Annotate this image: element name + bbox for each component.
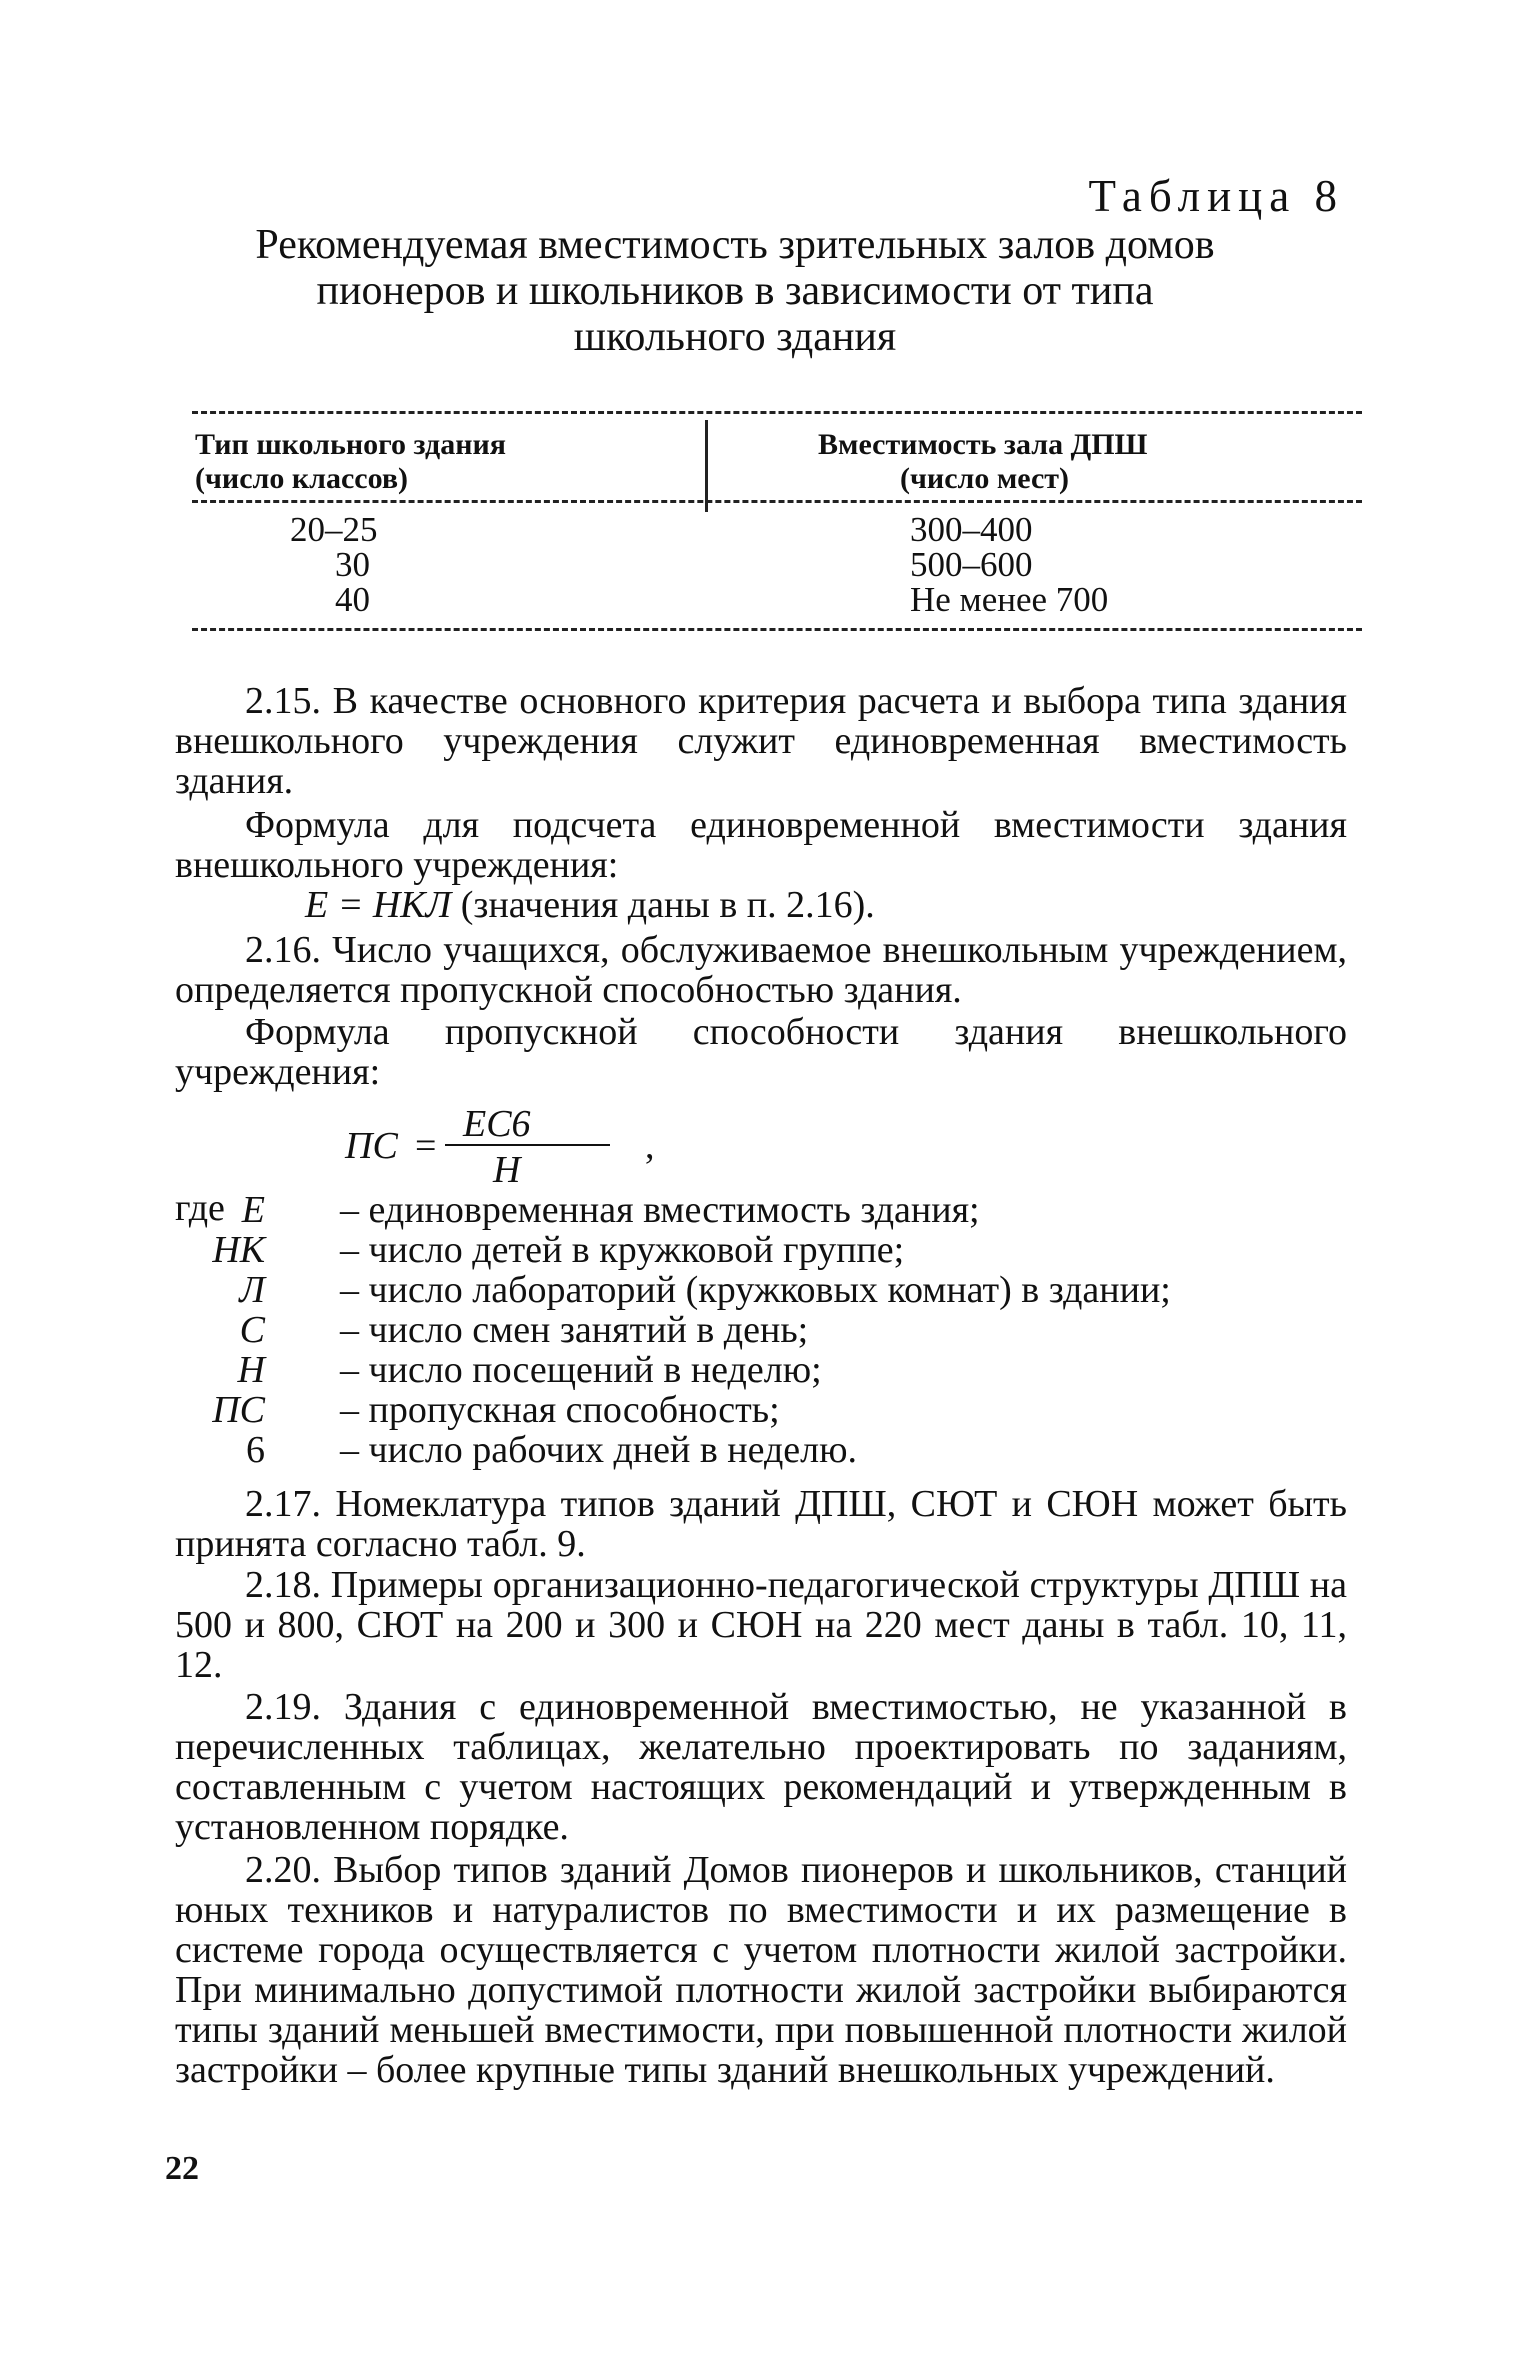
- paragraph-2-19: 2.19. Здания с единовременной вместимостью, не указанной в перечисленных таблицах, желательно проектировать по заданиям, составленным с учетом настоящих рекомендаций и утвержденным в установленном порядке.: [175, 1686, 1347, 1848]
- legend-text: – число лабораторий (кружковых комнат) в здании;: [340, 1269, 1171, 1311]
- paragraph-2-20: 2.20. Выбор типов зданий Домов пионеров и школьников, станций юных техников и натуралистов по вместимости и их размещение в системе города осуществляется с учетом плотности жилой застройки. При минимально допустимой плотности жилой застройки выбираются типы зданий меньшей вместимости, при повышенной плотности жилой застройки – более крупные типы зданий внешкольных учреждений.: [175, 1849, 1347, 2091]
- table-number: Таблица 8: [1088, 171, 1344, 221]
- formula-2-tail: ,: [645, 1125, 655, 1167]
- formula-2-eq: =: [415, 1125, 437, 1167]
- legend-symbol: Л: [239, 1269, 265, 1311]
- header-hall-capacity: Вместимость зала ДПШ: [818, 428, 1148, 461]
- legend-text: – число рабочих дней в неделю.: [340, 1429, 858, 1471]
- table-cell-classes: 30: [335, 545, 370, 584]
- table-header-rule: [192, 500, 1362, 503]
- legend-where: где: [175, 1187, 225, 1229]
- formula-1: [305, 885, 875, 925]
- page-number: 22: [165, 2150, 199, 2187]
- formula-1-intro: Формула для подсчета единовременной вместимости здания внешкольного учреждения:: [175, 804, 1347, 886]
- legend-text: – число смен занятий в день;: [340, 1309, 809, 1351]
- formula-1-expression: E = НКЛ: [305, 884, 452, 926]
- legend-text: – число посещений в неделю;: [340, 1349, 822, 1391]
- legend-symbol: НК: [212, 1229, 265, 1271]
- paragraph-2-16: 2.16. Число учащихся, обслуживаемое внешкольным учреждением, определяется пропускной способностью здания.: [175, 929, 1347, 1011]
- table-bottom-rule: [192, 628, 1362, 631]
- header-school-type: Тип школьного здания: [195, 428, 507, 461]
- paragraph-2-15: 2.15. В качестве основного критерия расчета и выбора типа здания внешкольного учреждения служит единовременная вместимость здания.: [175, 680, 1347, 802]
- fraction-bar: [445, 1144, 610, 1146]
- paragraph-2-17: 2.17. Номеклатура типов зданий ДПШ, СЮТ и СЮН может быть принята согласно табл. 9.: [175, 1483, 1347, 1565]
- table-cell-classes: 20–25: [290, 510, 378, 549]
- legend-symbol: ПС: [212, 1389, 265, 1431]
- formula-2-denominator: H: [493, 1149, 521, 1191]
- formula-2-numerator: EC6: [463, 1103, 531, 1145]
- table-cell-seats: 500–600: [910, 545, 1033, 584]
- table-top-rule: [192, 411, 1362, 414]
- legend-text: – число детей в кружковой группе;: [340, 1229, 905, 1271]
- table-column-divider: [705, 420, 708, 512]
- formula-2-lhs: ПС: [345, 1125, 398, 1167]
- header-hall-capacity-sub: (число мест): [900, 462, 1069, 495]
- paragraph-2-18: 2.18. Примеры организационно-педагогической структуры ДПШ на 500 и 800, СЮТ на 200 и 300 и СЮН на 220 мест даны в табл. 10, 11, 12.: [175, 1564, 1347, 1686]
- table-caption-line-2: пионеров и школьников в зависимости от типа: [316, 268, 1154, 314]
- table-cell-classes: 40: [335, 580, 370, 619]
- legend-symbol: E: [241, 1189, 265, 1231]
- formula-1-note: (значения даны в п. 2.16).: [460, 884, 875, 926]
- legend-symbol: С: [239, 1309, 265, 1351]
- legend-text: – пропускная способность;: [340, 1389, 780, 1431]
- table-cell-seats: 300–400: [910, 510, 1033, 549]
- table-caption-line-1: Рекомендуемая вместимость зрительных залов домов: [255, 222, 1215, 268]
- formula-2-intro: Формула пропускной способности здания внешкольного учреждения:: [175, 1011, 1347, 1093]
- header-school-type-sub: (число классов): [195, 462, 409, 495]
- table-cell-seats: Не менее 700: [910, 580, 1109, 619]
- legend-symbol: Н: [237, 1349, 265, 1391]
- legend-text: – единовременная вместимость здания;: [340, 1189, 980, 1231]
- table-caption-line-3: школьного здания: [573, 314, 897, 360]
- legend-symbol: 6: [246, 1429, 265, 1471]
